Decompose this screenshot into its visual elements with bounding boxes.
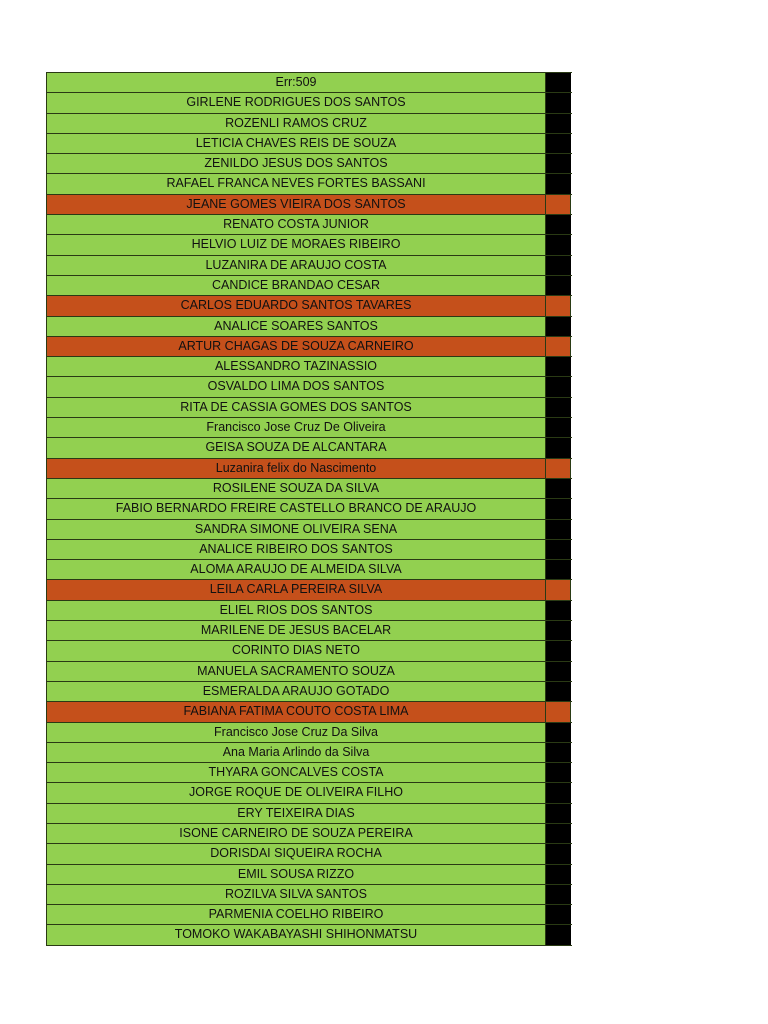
status-flag-cell[interactable] bbox=[546, 662, 571, 681]
name-cell[interactable]: ZENILDO JESUS DOS SANTOS bbox=[47, 154, 546, 173]
status-flag-cell[interactable] bbox=[546, 256, 571, 275]
table-row bbox=[47, 73, 572, 93]
table-row bbox=[47, 520, 572, 540]
table-row bbox=[47, 317, 572, 337]
status-flag-cell[interactable] bbox=[546, 621, 571, 640]
table-row bbox=[47, 540, 572, 560]
status-flag-cell[interactable] bbox=[546, 743, 571, 762]
status-flag-cell[interactable] bbox=[546, 215, 571, 234]
table-row bbox=[47, 763, 572, 783]
status-flag-cell[interactable] bbox=[546, 560, 571, 579]
name-cell[interactable]: RITA DE CASSIA GOMES DOS SANTOS bbox=[47, 398, 546, 417]
name-cell[interactable]: THYARA GONCALVES COSTA bbox=[47, 763, 546, 782]
table-row bbox=[47, 580, 572, 600]
name-cell[interactable]: ELIEL RIOS DOS SANTOS bbox=[47, 601, 546, 620]
status-flag-cell[interactable] bbox=[546, 398, 571, 417]
status-flag-cell[interactable] bbox=[546, 114, 571, 133]
table-row bbox=[47, 641, 572, 661]
table-row bbox=[47, 195, 572, 215]
table-row bbox=[47, 865, 572, 885]
table-row bbox=[47, 256, 572, 276]
status-flag-cell[interactable] bbox=[546, 702, 571, 721]
status-flag-cell[interactable] bbox=[546, 438, 571, 457]
name-cell[interactable]: MANUELA SACRAMENTO SOUZA bbox=[47, 662, 546, 681]
name-cell[interactable]: FABIO BERNARDO FREIRE CASTELLO BRANCO DE ARAUJO bbox=[47, 499, 546, 518]
name-cell[interactable]: HELVIO LUIZ DE MORAES RIBEIRO bbox=[47, 235, 546, 254]
table-row bbox=[47, 499, 572, 519]
table-row bbox=[47, 174, 572, 194]
name-cell[interactable]: ERY TEIXEIRA DIAS bbox=[47, 804, 546, 823]
name-cell[interactable]: ROZENLI RAMOS CRUZ bbox=[47, 114, 546, 133]
table-row bbox=[47, 743, 572, 763]
status-flag-cell[interactable] bbox=[546, 154, 571, 173]
status-flag-cell[interactable] bbox=[546, 73, 571, 92]
status-flag-cell[interactable] bbox=[546, 337, 571, 356]
spreadsheet-table bbox=[46, 72, 572, 946]
status-flag-cell[interactable] bbox=[546, 804, 571, 823]
name-cell[interactable]: ISONE CARNEIRO DE SOUZA PEREIRA bbox=[47, 824, 546, 843]
name-cell[interactable]: OSVALDO LIMA DOS SANTOS bbox=[47, 377, 546, 396]
table-row bbox=[47, 844, 572, 864]
status-flag-cell[interactable] bbox=[546, 844, 571, 863]
name-cell[interactable]: Francisco Jose Cruz De Oliveira bbox=[47, 418, 546, 437]
status-flag-cell[interactable] bbox=[546, 520, 571, 539]
name-cell[interactable]: CANDICE BRANDAO CESAR bbox=[47, 276, 546, 295]
status-flag-cell[interactable] bbox=[546, 641, 571, 660]
name-cell[interactable]: Err:509 bbox=[47, 73, 546, 92]
table-row bbox=[47, 682, 572, 702]
table-row bbox=[47, 459, 572, 479]
table-row bbox=[47, 276, 572, 296]
table-row bbox=[47, 398, 572, 418]
name-cell[interactable]: MARILENE DE JESUS BACELAR bbox=[47, 621, 546, 640]
status-flag-cell[interactable] bbox=[546, 499, 571, 518]
table-row bbox=[47, 154, 572, 174]
status-flag-cell[interactable] bbox=[546, 235, 571, 254]
name-cell[interactable]: ESMERALDA ARAUJO GOTADO bbox=[47, 682, 546, 701]
status-flag-cell[interactable] bbox=[546, 296, 571, 315]
name-cell[interactable]: FABIANA FATIMA COUTO COSTA LIMA bbox=[47, 702, 546, 721]
status-flag-cell[interactable] bbox=[546, 601, 571, 620]
name-cell[interactable]: DORISDAI SIQUEIRA ROCHA bbox=[47, 844, 546, 863]
table-row bbox=[47, 824, 572, 844]
table-row bbox=[47, 215, 572, 235]
status-flag-cell[interactable] bbox=[546, 905, 571, 924]
table-row bbox=[47, 905, 572, 925]
table-row bbox=[47, 337, 572, 357]
status-flag-cell[interactable] bbox=[546, 357, 571, 376]
name-cell[interactable]: LEILA CARLA PEREIRA SILVA bbox=[47, 580, 546, 599]
table-row bbox=[47, 621, 572, 641]
name-cell[interactable]: ALESSANDRO TAZINASSIO bbox=[47, 357, 546, 376]
name-cell[interactable]: ALOMA ARAUJO DE ALMEIDA SILVA bbox=[47, 560, 546, 579]
status-flag-cell[interactable] bbox=[546, 925, 571, 944]
status-flag-cell[interactable] bbox=[546, 479, 571, 498]
status-flag-cell[interactable] bbox=[546, 418, 571, 437]
status-flag-cell[interactable] bbox=[546, 459, 571, 478]
name-cell[interactable]: RAFAEL FRANCA NEVES FORTES BASSANI bbox=[47, 174, 546, 193]
name-cell[interactable]: JORGE ROQUE DE OLIVEIRA FILHO bbox=[47, 783, 546, 802]
status-flag-cell[interactable] bbox=[546, 195, 571, 214]
name-cell[interactable]: Francisco Jose Cruz Da Silva bbox=[47, 723, 546, 742]
status-flag-cell[interactable] bbox=[546, 174, 571, 193]
status-flag-cell[interactable] bbox=[546, 276, 571, 295]
table-row bbox=[47, 418, 572, 438]
name-cell[interactable]: Ana Maria Arlindo da Silva bbox=[47, 743, 546, 762]
table-row bbox=[47, 377, 572, 397]
name-cell[interactable]: GIRLENE RODRIGUES DOS SANTOS bbox=[47, 93, 546, 112]
table-row bbox=[47, 296, 572, 316]
name-cell[interactable]: TOMOKO WAKABAYASHI SHIHONMATSU bbox=[47, 925, 546, 944]
table-row bbox=[47, 438, 572, 458]
name-cell[interactable]: Luzanira felix do Nascimento bbox=[47, 459, 546, 478]
status-flag-cell[interactable] bbox=[546, 377, 571, 396]
status-flag-cell[interactable] bbox=[546, 824, 571, 843]
table-row bbox=[47, 479, 572, 499]
name-cell[interactable]: ARTUR CHAGAS DE SOUZA CARNEIRO bbox=[47, 337, 546, 356]
name-cell[interactable]: CARLOS EDUARDO SANTOS TAVARES bbox=[47, 296, 546, 315]
name-cell[interactable]: EMIL SOUSA RIZZO bbox=[47, 865, 546, 884]
table-row bbox=[47, 357, 572, 377]
table-row bbox=[47, 134, 572, 154]
status-flag-cell[interactable] bbox=[546, 134, 571, 153]
table-row bbox=[47, 804, 572, 824]
status-flag-cell[interactable] bbox=[546, 93, 571, 112]
status-flag-cell[interactable] bbox=[546, 540, 571, 559]
table-row bbox=[47, 723, 572, 743]
name-cell[interactable]: PARMENIA COELHO RIBEIRO bbox=[47, 905, 546, 924]
name-cell[interactable]: ROSILENE SOUZA DA SILVA bbox=[47, 479, 546, 498]
name-cell[interactable]: GEISA SOUZA DE ALCANTARA bbox=[47, 438, 546, 457]
status-flag-cell[interactable] bbox=[546, 865, 571, 884]
table-row bbox=[47, 560, 572, 580]
status-flag-cell[interactable] bbox=[546, 317, 571, 336]
status-flag-cell[interactable] bbox=[546, 723, 571, 742]
status-flag-cell[interactable] bbox=[546, 885, 571, 904]
table-row bbox=[47, 601, 572, 621]
table-row bbox=[47, 702, 572, 722]
name-cell[interactable]: ANALICE RIBEIRO DOS SANTOS bbox=[47, 540, 546, 559]
table-row bbox=[47, 662, 572, 682]
name-cell[interactable]: SANDRA SIMONE OLIVEIRA SENA bbox=[47, 520, 546, 539]
table-row bbox=[47, 93, 572, 113]
name-cell[interactable]: CORINTO DIAS NETO bbox=[47, 641, 546, 660]
table-row bbox=[47, 885, 572, 905]
table-row bbox=[47, 925, 572, 945]
status-flag-cell[interactable] bbox=[546, 783, 571, 802]
status-flag-cell[interactable] bbox=[546, 580, 571, 599]
table-row bbox=[47, 783, 572, 803]
status-flag-cell[interactable] bbox=[546, 682, 571, 701]
name-cell[interactable]: LETICIA CHAVES REIS DE SOUZA bbox=[47, 134, 546, 153]
status-flag-cell[interactable] bbox=[546, 763, 571, 782]
name-cell[interactable]: ROZILVA SILVA SANTOS bbox=[47, 885, 546, 904]
name-cell[interactable]: ANALICE SOARES SANTOS bbox=[47, 317, 546, 336]
name-cell[interactable]: LUZANIRA DE ARAUJO COSTA bbox=[47, 256, 546, 275]
name-cell[interactable]: RENATO COSTA JUNIOR bbox=[47, 215, 546, 234]
table-row bbox=[47, 114, 572, 134]
table-row bbox=[47, 235, 572, 255]
name-cell[interactable]: JEANE GOMES VIEIRA DOS SANTOS bbox=[47, 195, 546, 214]
